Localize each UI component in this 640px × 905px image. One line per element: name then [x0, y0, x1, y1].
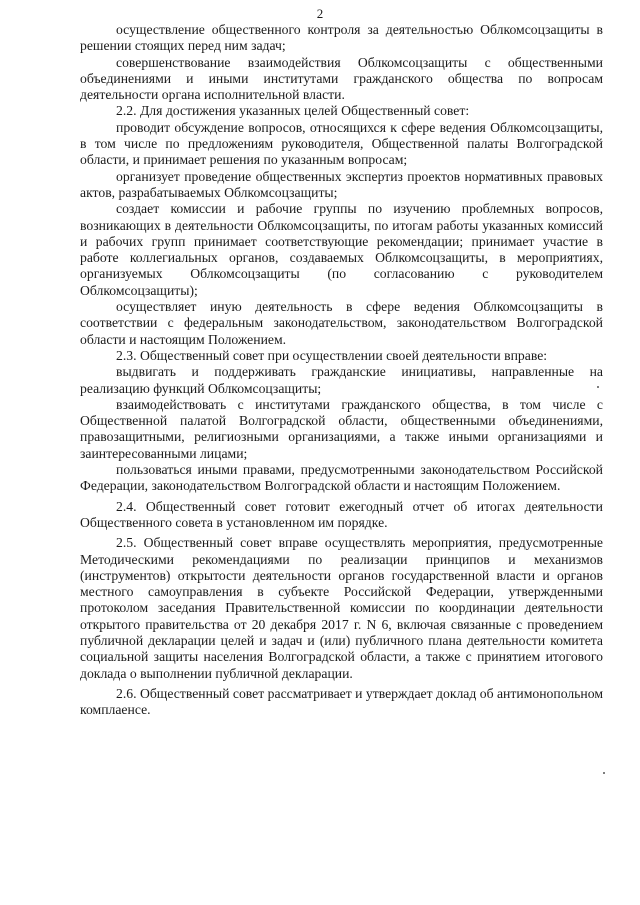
paragraph-expertise: организует проведение общественных экспертиз проектов нормативных правовых актов, разрабатываемых Облкомсоцзащиты; [80, 168, 603, 200]
paragraph-2-4-report: 2.4. Общественный совет готовит ежегодный отчет об итогах деятельности Общественного совета в установленном им порядке. [80, 498, 603, 530]
paragraph-other-rights: пользоваться иными правами, предусмотренными законодательством Российской Федерации, законодательством Волгоградской области и настоящим Положением. [80, 462, 603, 494]
page-number: 2 [316, 6, 324, 21]
paragraph-other-activity: осуществляет иную деятельность в сфере ведения Облкомсоцзащиты в соответствии с федеральным законодательством, законодательством Волгоградской области и настоящим Положением. [80, 299, 603, 347]
paragraph-discussion: проводит обсуждение вопросов, относящихся к сфере ведения Облкомсоцзащиты, в том числе по предложениям руководителя, Общественной палаты Волгоградской области, и принимает решения по указанным вопросам; [80, 119, 603, 168]
scan-speck [603, 772, 605, 774]
document-body [80, 22, 603, 718]
paragraph-2-6-compliance: 2.6. Общественный совет рассматривает и утверждает доклад об антимонопольном комплаенсе. [80, 685, 603, 718]
paragraph-public-control: осуществление общественного контроля за деятельностью Облкомсоцзащиты в решении стоящих перед ним задач; [80, 22, 603, 54]
paragraph-2-3-heading: 2.3. Общественный совет при осуществлении своей деятельности вправе: [116, 347, 548, 363]
paragraph-2-5-events: 2.5. Общественный совет вправе осуществлять мероприятия, предусмотренные Методическими рекомендациями по реализации принципов и механизмов (инструментов) открытости деятельности органов государственной власти и органов местного самоуправления в субъекте Российской Федерации, утвержденными протоколом заседания Правительственной комиссии по координации деятельности открытого правительства от 20 декабря 2017 г. N 6, включая связанные с проведением публичной декларации целей и задач и (или) публичного плана деятельности комитета социальной защиты населения Волгоградской области, а также с принятием итогового доклада о выполнении публичной декларации. [80, 535, 603, 681]
paragraph-cooperation: совершенствование взаимодействия Облкомсоцзащиты с общественными объединениями и иными институтами гражданского общества по вопросам деятельности органа исполнительной власти. [80, 54, 603, 103]
scan-speck [597, 386, 599, 388]
paragraph-2-2-heading: 2.2. Для достижения указанных целей Общественный совет: [116, 103, 470, 119]
paragraph-interaction: взаимодействовать с институтами гражданского общества, в том числе с Общественной палатой Волгоградской области, общественными объединениями, правозащитными, религиозными организациями, а также иными организациями и заинтересованными лицами; [80, 396, 603, 461]
paragraph-commissions: создает комиссии и рабочие группы по изучению проблемных вопросов, возникающих в деятельности Облкомсоцзащиты, по итогам работы указанных комиссий и рабочих групп принимает соответствующие рекомендации; принимает участие в работе коллегиальных органов, создаваемых Облкомсоцзащиты, в мероприятиях, организуемых Облкомсоцзащиты (по согласованию с руководителем Облкомсоцзащиты); [80, 201, 603, 298]
paragraph-initiatives: выдвигать и поддерживать гражданские инициативы, направленные на реализацию функций Облкомсоцзащиты; [80, 364, 603, 396]
